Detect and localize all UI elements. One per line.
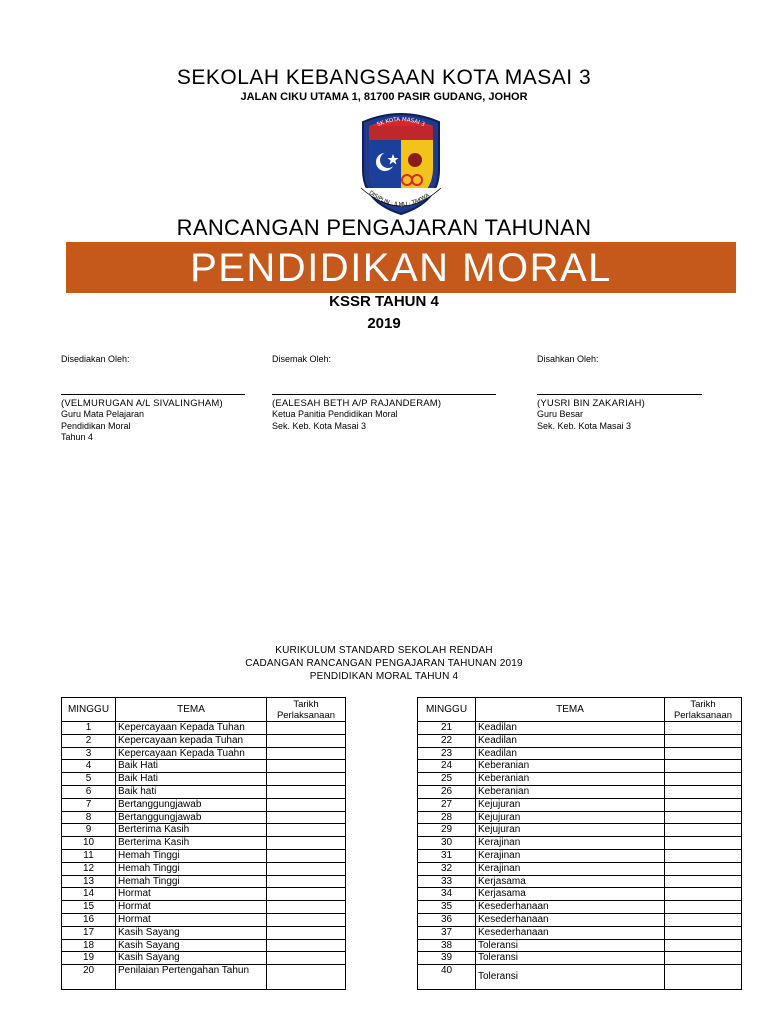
theme-cell: Keberanian: [476, 773, 665, 786]
week-cell: 30: [418, 837, 476, 850]
week-cell: 24: [418, 760, 476, 773]
date-cell: [665, 952, 742, 965]
signature-detail: Guru Besar: [537, 409, 584, 419]
date-cell: [267, 811, 346, 824]
date-cell: [267, 734, 346, 747]
week-cell: 26: [418, 785, 476, 798]
date-cell: [267, 837, 346, 850]
theme-cell: Kesederhanaan: [476, 926, 665, 939]
date-cell: [665, 875, 742, 888]
theme-cell: Kerajinan: [476, 837, 665, 850]
table-gap: [346, 888, 418, 901]
table-gap: [346, 901, 418, 914]
week-cell: 29: [418, 824, 476, 837]
header-date: Tarikh Perlaksanaan: [267, 698, 346, 722]
table-row: [62, 837, 742, 850]
date-cell: [267, 773, 346, 786]
week-cell: 39: [418, 952, 476, 965]
theme-cell: Keberanian: [476, 785, 665, 798]
week-cell: 20: [62, 965, 116, 990]
date-cell: [665, 888, 742, 901]
theme-cell: Kasih Sayang: [116, 952, 267, 965]
schedule-table: [61, 697, 742, 990]
kssr-label: KSSR TAHUN 4: [329, 293, 439, 310]
date-cell: [665, 824, 742, 837]
theme-cell: Penilaian Pertengahan Tahun: [116, 965, 267, 990]
signature-role: Disediakan Oleh:: [61, 354, 130, 364]
signature-block-approved: [537, 354, 737, 432]
week-cell: 31: [418, 849, 476, 862]
week-cell: 37: [418, 926, 476, 939]
date-cell: [267, 798, 346, 811]
date-cell: [665, 965, 742, 990]
theme-cell: Kepercayaan Kepada Tuhan: [116, 722, 267, 735]
date-cell: [267, 952, 346, 965]
signature-name: (EALESAH BETH A/P RAJANDERAM): [272, 397, 442, 409]
plan-title: RANCANGAN PENGAJARAN TAHUNAN: [176, 215, 592, 240]
week-cell: 16: [62, 913, 116, 926]
theme-cell: Keadilan: [476, 734, 665, 747]
signature-detail: Ketua Panitia Pendidikan Moral: [272, 409, 398, 419]
table-row: [62, 913, 742, 926]
header-week: MINGGU: [418, 698, 476, 722]
theme-cell: Baik hati: [116, 785, 267, 798]
table-row: [62, 760, 742, 773]
signature-detail: Pendidikan Moral: [61, 420, 131, 431]
table-header-row: [62, 698, 742, 722]
theme-cell: Keadilan: [476, 747, 665, 760]
signature-line: [272, 394, 496, 395]
table-gap: [346, 849, 418, 862]
signature-line: [537, 394, 702, 395]
date-cell: [267, 747, 346, 760]
theme-cell: Hormat: [116, 888, 267, 901]
table-row: [62, 722, 742, 735]
header-theme: TEMA: [476, 698, 665, 722]
date-cell: [267, 926, 346, 939]
table-gap: [346, 939, 418, 952]
week-cell: 3: [62, 747, 116, 760]
curriculum-heading-1: KURIKULUM STANDARD SEKOLAH RENDAH: [275, 645, 493, 656]
curriculum-heading-2: CADANGAN RANCANGAN PENGAJARAN TAHUNAN 2019: [245, 658, 523, 669]
date-cell: [267, 862, 346, 875]
table-gap: [346, 811, 418, 824]
table-row: [62, 747, 742, 760]
theme-cell: Hormat: [116, 913, 267, 926]
table-gap: [346, 734, 418, 747]
theme-cell: Bertanggungjawab: [116, 811, 267, 824]
week-cell: 34: [418, 888, 476, 901]
signature-block-reviewed: [272, 354, 502, 432]
signature-role: Disemak Oleh:: [272, 354, 332, 364]
table-gap: [346, 722, 418, 735]
week-cell: 18: [62, 939, 116, 952]
theme-cell: Hemah Tinggi: [116, 862, 267, 875]
table-gap: [346, 760, 418, 773]
week-cell: 11: [62, 849, 116, 862]
theme-cell: Hemah Tinggi: [116, 849, 267, 862]
theme-cell: Berterima Kasih: [116, 837, 267, 850]
week-cell: 1: [62, 722, 116, 735]
week-cell: 22: [418, 734, 476, 747]
date-cell: [665, 811, 742, 824]
date-cell: [267, 760, 346, 773]
table-gap: [346, 798, 418, 811]
week-cell: 13: [62, 875, 116, 888]
theme-cell: Toleransi: [476, 952, 665, 965]
table-row: [62, 785, 742, 798]
theme-cell: Keadilan: [476, 722, 665, 735]
curriculum-heading-3: PENDIDIKAN MORAL TAHUN 4: [309, 671, 459, 682]
theme-cell: Hemah Tinggi: [116, 875, 267, 888]
week-cell: 14: [62, 888, 116, 901]
week-cell: 12: [62, 862, 116, 875]
week-cell: 9: [62, 824, 116, 837]
date-cell: [267, 901, 346, 914]
date-cell: [267, 722, 346, 735]
week-cell: 36: [418, 913, 476, 926]
table-row: [62, 901, 742, 914]
header-theme: TEMA: [116, 698, 267, 722]
logo-bottom-text: DISIPLIN · ILMU · TAKWA: [367, 190, 431, 209]
table-row: [62, 926, 742, 939]
subject-banner: PENDIDIKAN MORAL: [66, 242, 736, 293]
signature-name: (YUSRI BIN ZAKARIAH): [537, 397, 645, 409]
date-cell: [267, 875, 346, 888]
week-cell: 38: [418, 939, 476, 952]
week-cell: 28: [418, 811, 476, 824]
table-gap: [346, 952, 418, 965]
table-gap: [346, 824, 418, 837]
week-cell: 2: [62, 734, 116, 747]
signature-detail: Sek. Keb. Kota Masai 3: [272, 420, 367, 431]
header-week: MINGGU: [62, 698, 116, 722]
signature-role: Disahkan Oleh:: [537, 354, 599, 364]
theme-cell: Kasih Sayang: [116, 939, 267, 952]
table-gap: [346, 785, 418, 798]
theme-cell: Kerajinan: [476, 862, 665, 875]
date-cell: [665, 785, 742, 798]
date-cell: [665, 798, 742, 811]
table-row: [62, 824, 742, 837]
week-cell: 17: [62, 926, 116, 939]
logo-top-text: SK KOTA MASAI 3: [376, 116, 426, 129]
week-cell: 32: [418, 862, 476, 875]
table-row: [62, 965, 742, 990]
theme-cell: Baik Hati: [116, 760, 267, 773]
theme-cell: Toleransi: [476, 965, 665, 990]
date-cell: [267, 849, 346, 862]
school-name: SEKOLAH KEBANGSAAN KOTA MASAI 3: [176, 66, 592, 89]
theme-cell: Bertanggungjawab: [116, 798, 267, 811]
date-cell: [665, 926, 742, 939]
theme-cell: Kejujuran: [476, 798, 665, 811]
table-gap: [346, 913, 418, 926]
table-row: [62, 849, 742, 862]
week-cell: 21: [418, 722, 476, 735]
school-address: JALAN CIKU UTAMA 1, 81700 PASIR GUDANG, JOHOR: [240, 91, 528, 103]
date-cell: [665, 747, 742, 760]
theme-cell: Toleransi: [476, 939, 665, 952]
week-cell: 4: [62, 760, 116, 773]
signature-line: [61, 394, 245, 395]
table-row: [62, 798, 742, 811]
table-gap: [346, 965, 418, 990]
table-gap: [346, 862, 418, 875]
week-cell: 23: [418, 747, 476, 760]
theme-cell: Hormat: [116, 901, 267, 914]
week-cell: 15: [62, 901, 116, 914]
table-row: [62, 952, 742, 965]
theme-cell: Kepercayaan Kepada Tuahn: [116, 747, 267, 760]
date-cell: [665, 722, 742, 735]
date-cell: [665, 901, 742, 914]
date-cell: [665, 849, 742, 862]
week-cell: 7: [62, 798, 116, 811]
signature-detail: Sek. Keb. Kota Masai 3: [537, 420, 632, 431]
date-cell: [665, 862, 742, 875]
date-cell: [267, 913, 346, 926]
date-cell: [267, 939, 346, 952]
school-crest-logo: [357, 110, 445, 220]
week-cell: 8: [62, 811, 116, 824]
signature-detail: Tahun 4: [61, 432, 94, 442]
table-row: [62, 875, 742, 888]
table-row: [62, 888, 742, 901]
week-cell: 5: [62, 773, 116, 786]
theme-cell: Kesederhanaan: [476, 913, 665, 926]
week-cell: 25: [418, 773, 476, 786]
date-cell: [665, 773, 742, 786]
date-cell: [267, 965, 346, 990]
signature-detail: Guru Mata Pelajaran: [61, 409, 145, 419]
date-cell: [267, 888, 346, 901]
theme-cell: Kasih Sayang: [116, 926, 267, 939]
theme-cell: Kepercayaan kepada Tuhan: [116, 734, 267, 747]
week-cell: 35: [418, 901, 476, 914]
date-cell: [267, 785, 346, 798]
week-cell: 40: [418, 965, 476, 990]
table-gap: [346, 747, 418, 760]
table-gap: [346, 875, 418, 888]
theme-cell: Kerjasama: [476, 875, 665, 888]
date-cell: [665, 760, 742, 773]
table-row: [62, 862, 742, 875]
table-row: [62, 939, 742, 952]
table-gap: [346, 837, 418, 850]
date-cell: [267, 824, 346, 837]
year-label: 2019: [367, 315, 401, 332]
theme-cell: Kerjasama: [476, 888, 665, 901]
week-cell: 6: [62, 785, 116, 798]
theme-cell: Berterima Kasih: [116, 824, 267, 837]
table-gap: [346, 773, 418, 786]
theme-cell: Kesederhanaan: [476, 901, 665, 914]
theme-cell: Baik Hati: [116, 773, 267, 786]
table-row: [62, 811, 742, 824]
theme-cell: Kejujuran: [476, 811, 665, 824]
table-gap: [346, 698, 418, 722]
theme-cell: Keberanian: [476, 760, 665, 773]
table-row: [62, 734, 742, 747]
header-date: Tarikh Perlaksanaan: [665, 698, 742, 722]
week-cell: 27: [418, 798, 476, 811]
signature-name: (VELMURUGAN A/L SIVALINGHAM): [61, 397, 223, 409]
signature-block-prepared: [61, 354, 251, 444]
date-cell: [665, 734, 742, 747]
week-cell: 33: [418, 875, 476, 888]
week-cell: 10: [62, 837, 116, 850]
week-cell: 19: [62, 952, 116, 965]
table-gap: [346, 926, 418, 939]
date-cell: [665, 837, 742, 850]
theme-cell: Kerajinan: [476, 849, 665, 862]
date-cell: [665, 939, 742, 952]
table-row: [62, 773, 742, 786]
date-cell: [665, 913, 742, 926]
theme-cell: Kejujuran: [476, 824, 665, 837]
